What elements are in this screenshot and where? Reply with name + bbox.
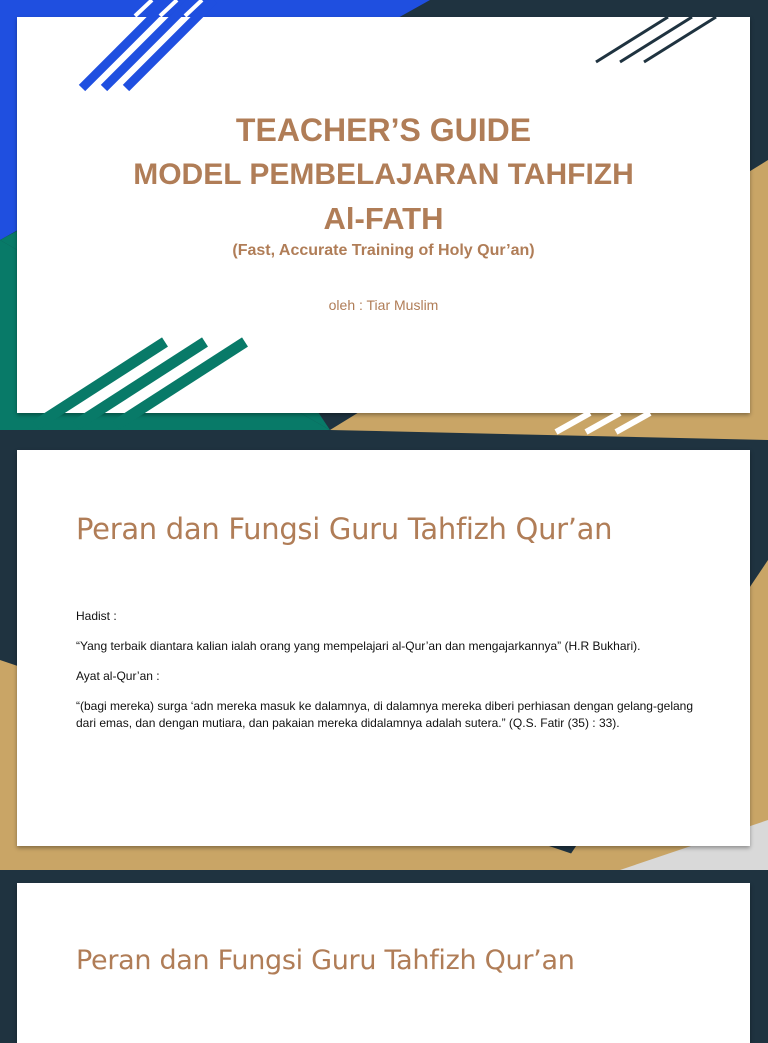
slide-heading: Peran dan Fungsi Guru Tahfizh Qur’an <box>76 512 613 546</box>
paragraph-ayat-label: Ayat al-Qur’an : <box>76 669 160 683</box>
slide-body <box>76 608 696 745</box>
paragraph-hadist-text: “Yang terbaik diantara kalian ialah orang yang mempelajari al-Qur’an dan mengajarkannya” (H.R Bukhari). <box>76 639 641 653</box>
title-line-1: TEACHER’S GUIDE <box>235 112 532 148</box>
paragraph-hadist-label: Hadist : <box>76 609 117 623</box>
title-line-2: MODEL PEMBELAJARAN TAHFIZH <box>133 158 634 191</box>
author-line: oleh : Tiar Muslim <box>328 297 439 313</box>
slide-heading: Peran dan Fungsi Guru Tahfizh Qur’an <box>76 945 575 976</box>
content-slide-3 <box>17 883 750 1043</box>
subtitle: (Fast, Accurate Training of Holy Qur’an) <box>232 242 535 259</box>
paragraph-ayat-text: “(bagi mereka) surga ‘adn mereka masuk ke dalamnya, di dalamnya mereka diberi perhiasan dengan gelang-gelang dari emas, dan dengan mutiara, dan pakaian mereka didalamnya adalah sutera.” (Q.S. Fatir (35) : 33). <box>76 699 694 730</box>
stripe-decoration <box>0 0 768 440</box>
content-slide-2 <box>17 450 750 846</box>
title-line-3: Al-FATH <box>323 201 444 236</box>
